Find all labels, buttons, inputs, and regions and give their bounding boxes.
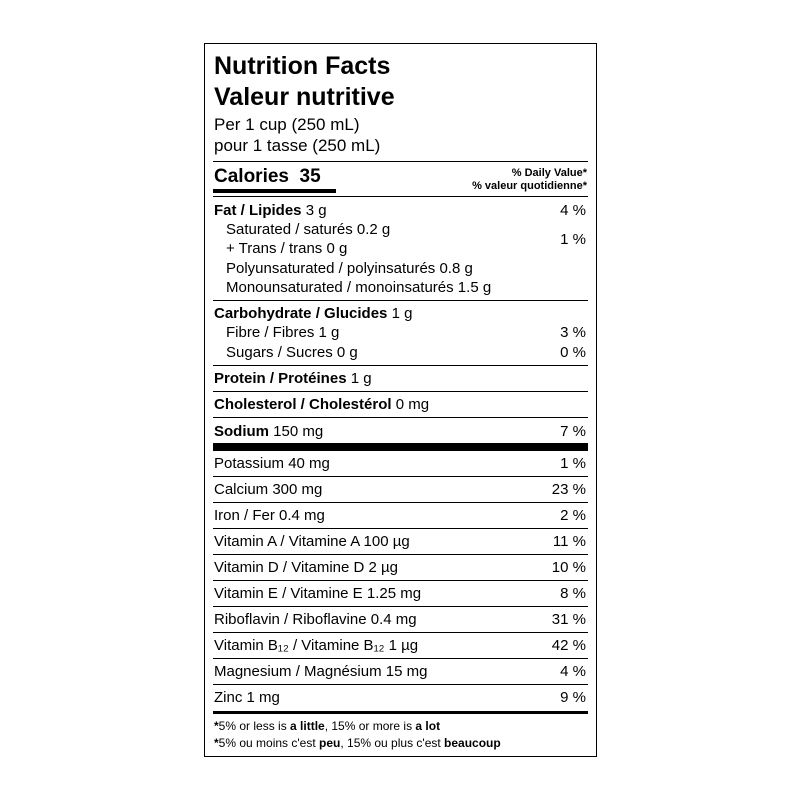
polyunsaturated-row: Polyunsaturated / polyinsaturés 0.8 g [226, 260, 473, 277]
protein-row [214, 370, 372, 388]
divider [213, 391, 588, 392]
daily-value-fr: % valeur quotidienne* [472, 180, 587, 192]
sugars-pct: 0 % [560, 344, 586, 361]
fat-row [214, 202, 327, 220]
footnote-text: 5% ou moins c'est [218, 736, 320, 750]
fat-amount: 3 g [305, 202, 327, 219]
mineral-pct-vitamin-a: 11 % [552, 533, 586, 550]
mineral-pct-calcium: 23 % [551, 481, 586, 498]
calories-row [214, 166, 321, 188]
mineral-pct-vitamin-b12: 42 % [551, 637, 586, 654]
fat-label: Fat / Lipides [214, 202, 302, 219]
mineral-label-riboflavin: Riboflavin / Riboflavine 0.4 mg [214, 611, 417, 628]
daily-value-header [472, 167, 587, 193]
protein-label: Protein / Protéines [214, 370, 347, 387]
divider [213, 161, 588, 162]
cholesterol-label: Cholesterol / Cholestérol [214, 396, 392, 413]
sugars-row: Sugars / Sucres 0 g [226, 344, 358, 361]
sodium-amount: 150 mg [273, 423, 324, 440]
mineral-pct-riboflavin: 31 % [551, 611, 586, 628]
title-en: Nutrition Facts [214, 52, 391, 80]
nutrition-facts-label [204, 43, 597, 757]
thick-divider [213, 711, 588, 714]
divider [213, 300, 588, 301]
divider [213, 196, 588, 197]
divider [213, 606, 588, 607]
title-fr: Valeur nutritive [214, 83, 395, 111]
footnote-bold: a lot [415, 719, 441, 733]
sodium-pct: 7 % [560, 423, 586, 440]
carbohydrate-row [214, 305, 412, 323]
footnote-bold: beaucoup [444, 736, 501, 750]
mineral-pct-vitamin-d: 10 % [551, 559, 586, 576]
trans-row: + Trans / trans 0 g [226, 240, 348, 257]
mineral-label-vitamin-d: Vitamin D / Vitamine D 2 µg [214, 559, 398, 576]
daily-value-en: % Daily Value* [511, 167, 587, 179]
divider [213, 476, 588, 477]
mineral-pct-iron: 2 % [560, 507, 586, 524]
divider [213, 554, 588, 555]
mineral-pct-zinc: 9 % [560, 689, 586, 706]
mineral-label-iron: Iron / Fer 0.4 mg [214, 507, 325, 524]
calories-underline [213, 189, 336, 193]
footnote-asterisk: * [214, 736, 219, 750]
sodium-row [214, 423, 323, 441]
mineral-pct-vitamin-e: 8 % [560, 585, 586, 602]
divider [213, 580, 588, 581]
footnote-text: , 15% ou plus c'est [340, 736, 445, 750]
cholesterol-row [214, 396, 429, 414]
fat-pct: 4 % [560, 202, 586, 219]
calories-value: 35 [299, 166, 321, 187]
carbohydrate-amount: 1 g [391, 305, 413, 322]
monounsaturated-row: Monounsaturated / monoinsaturés 1.5 g [226, 279, 492, 296]
mineral-label-vitamin-e: Vitamin E / Vitamine E 1.25 mg [214, 585, 422, 602]
mineral-pct-potassium: 1 % [560, 455, 586, 472]
serving-size-fr: pour 1 tasse (250 mL) [214, 136, 381, 155]
saturated-row: Saturated / saturés 0.2 g [226, 221, 391, 238]
footnote-bold: a little [290, 719, 325, 733]
thick-divider [213, 443, 588, 451]
divider [213, 658, 588, 659]
mineral-label-zinc: Zinc 1 mg [214, 689, 280, 706]
sodium-label: Sodium [214, 423, 269, 440]
mineral-pct-magnesium: 4 % [560, 663, 586, 680]
mineral-label-potassium: Potassium 40 mg [214, 455, 330, 472]
calories-label: Calories [214, 166, 289, 187]
protein-amount: 1 g [350, 370, 372, 387]
carbohydrate-label: Carbohydrate / Glucides [214, 305, 388, 322]
serving-size-en: Per 1 cup (250 mL) [214, 115, 360, 134]
footnote-bold: peu [319, 736, 341, 750]
saturated-trans-pct: 1 % [560, 231, 586, 248]
divider [213, 632, 588, 633]
divider [213, 502, 588, 503]
divider [213, 417, 588, 418]
footnote-fr [214, 736, 501, 751]
footnote-en [214, 719, 440, 734]
fibre-pct: 3 % [560, 324, 586, 341]
divider [213, 684, 588, 685]
mineral-label-magnesium: Magnesium / Magnésium 15 mg [214, 663, 428, 680]
mineral-label-vitamin-b12: Vitamin B₁₂ / Vitamine B₁₂ 1 µg [214, 637, 419, 654]
footnote-text: 5% or less is [218, 719, 291, 733]
fibre-row: Fibre / Fibres 1 g [226, 324, 340, 341]
mineral-label-calcium: Calcium 300 mg [214, 481, 323, 498]
divider [213, 528, 588, 529]
footnote-text: , 15% or more is [324, 719, 416, 733]
footnote-asterisk: * [214, 719, 219, 733]
mineral-label-vitamin-a: Vitamin A / Vitamine A 100 µg [214, 533, 410, 550]
divider [213, 365, 588, 366]
cholesterol-amount: 0 mg [395, 396, 430, 413]
